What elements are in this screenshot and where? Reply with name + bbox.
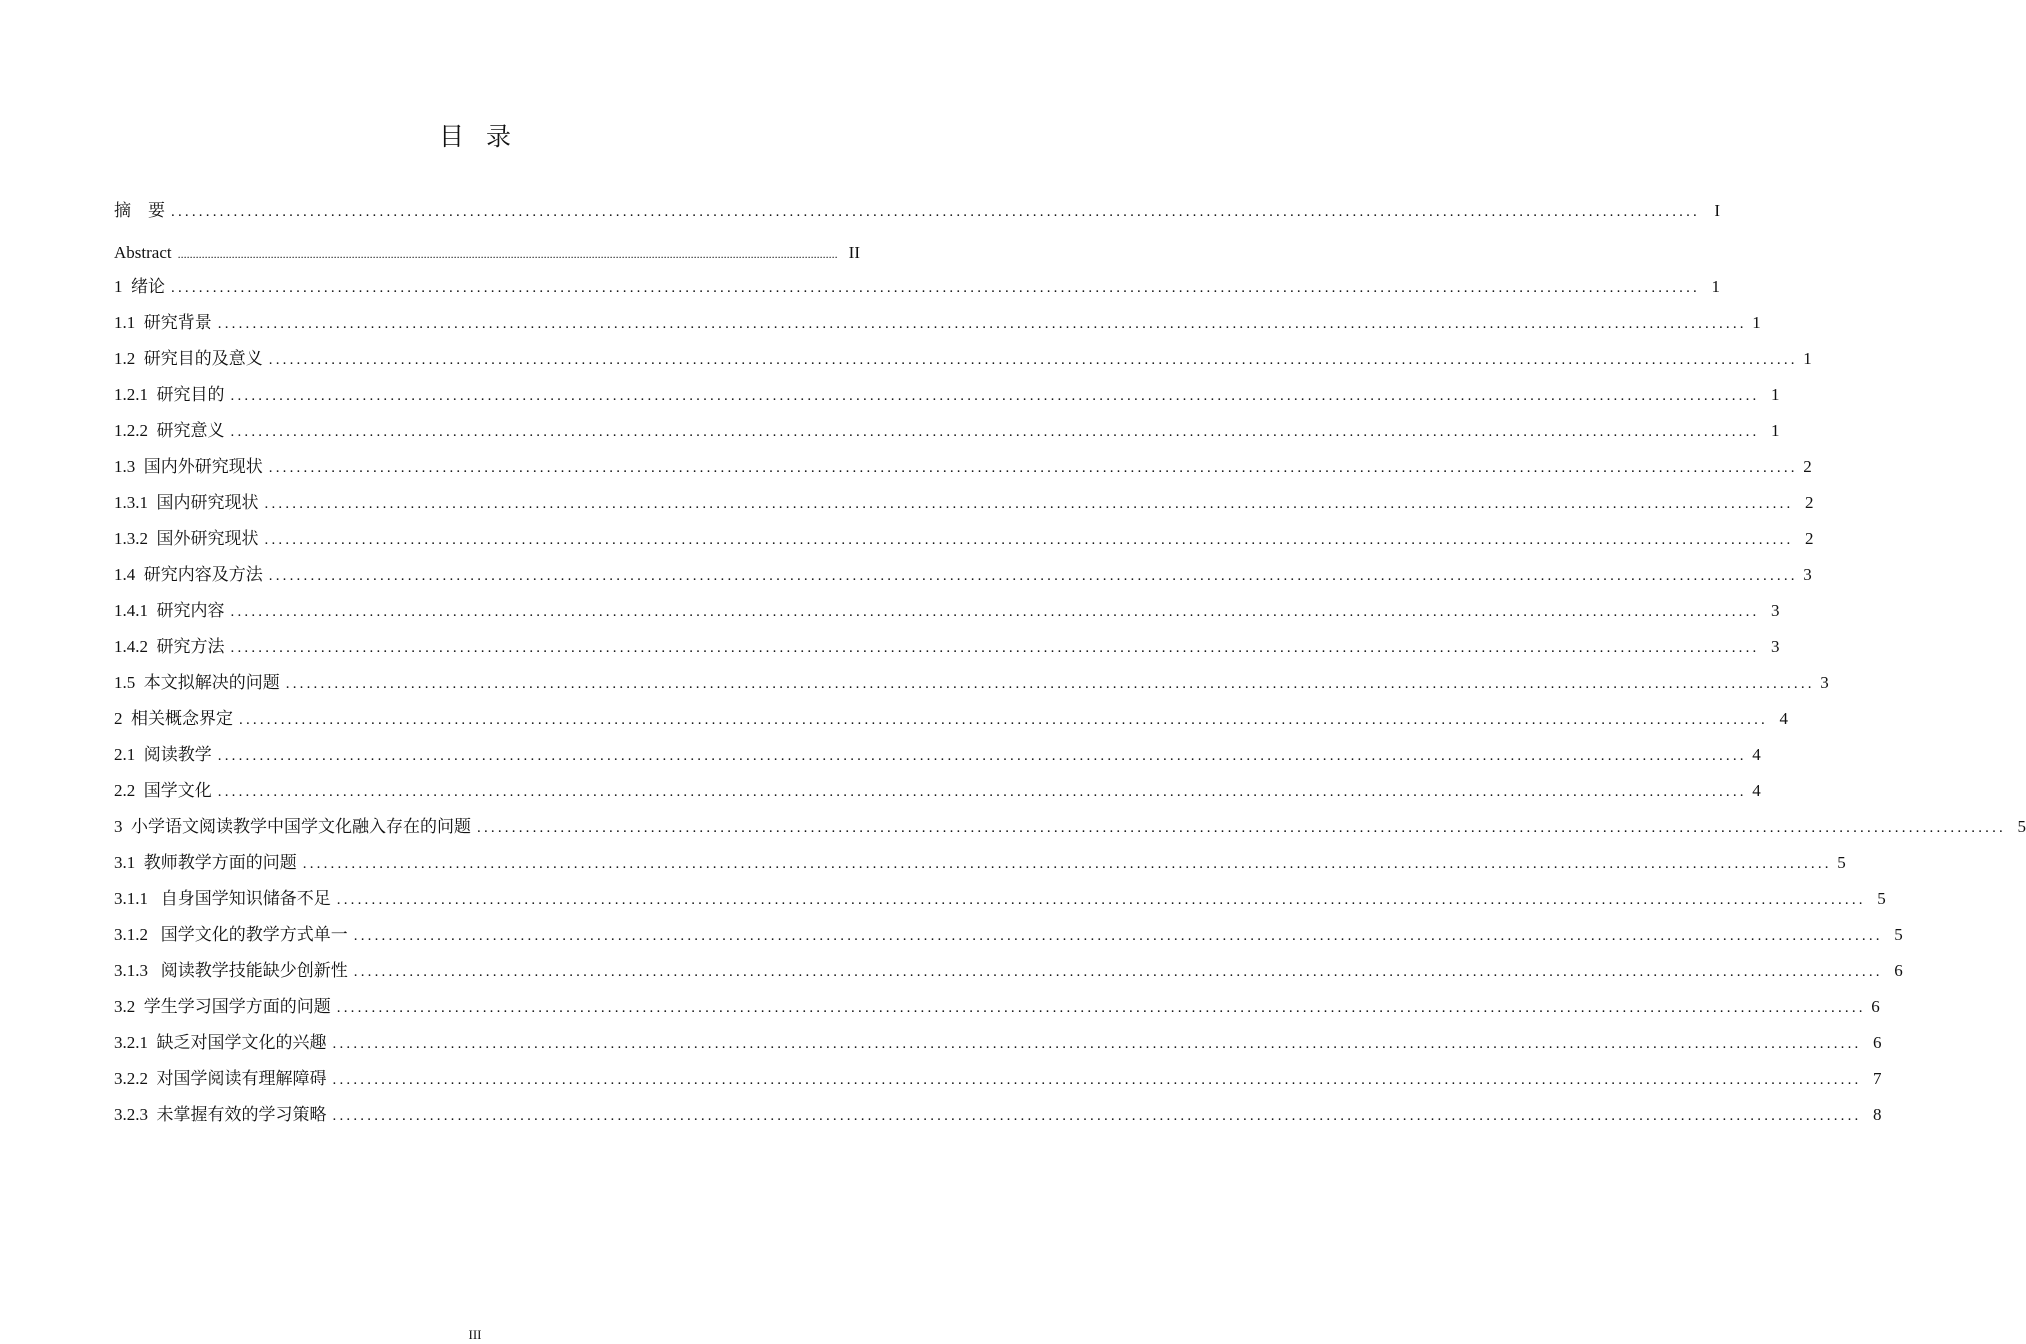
toc-entry-label: 3.1.3 阅读教学技能缺少创新性 — [114, 961, 348, 980]
toc-entry-page: 5 — [1877, 889, 1886, 908]
toc-dot-leader: ............................................................................................................................................................................................................................ — [332, 1036, 1862, 1052]
toc-entry-page: 2 — [1803, 457, 1812, 476]
toc-entry[interactable] — [114, 344, 1812, 374]
toc-entry[interactable] — [114, 776, 1761, 806]
toc-entry[interactable] — [114, 1064, 1882, 1094]
toc-entry-label: 1.3 国内外研究现状 — [114, 457, 263, 476]
toc-entry[interactable] — [114, 452, 1812, 482]
toc-entry-page: I — [1714, 201, 1720, 220]
toc-entry-page: 5 — [1894, 925, 1903, 944]
toc-entry-page: 3 — [1803, 565, 1812, 584]
toc-entry[interactable] — [114, 632, 1780, 662]
toc-entry[interactable] — [114, 488, 1814, 518]
toc-dot-leader: ............................................................................................................................................................................................................................ — [239, 712, 1768, 728]
toc-entry-label: 2.2 国学文化 — [114, 781, 212, 800]
toc-dot-leader: ............................................................................................................................................................................................................................ — [332, 1108, 1862, 1124]
toc-dot-leader: ............................................................................................................................................................................................................................ — [268, 568, 1798, 584]
toc-entry-page: 6 — [1871, 997, 1880, 1016]
toc-dot-leader: ............................................................................................................................................................................................................................ — [336, 1000, 1866, 1016]
toc-entry-page: 7 — [1873, 1069, 1882, 1088]
toc-entry[interactable] — [114, 1028, 1882, 1058]
toc-entry[interactable] — [114, 196, 1720, 226]
toc-entry-page: 1 — [1771, 421, 1780, 440]
toc-dot-leader: ............................................................................................................................................................................................................................ — [268, 460, 1798, 476]
toc-entry-page: 2 — [1805, 529, 1814, 548]
toc-entry-label: 1.3.1 国内研究现状 — [114, 493, 259, 512]
toc-entry[interactable] — [114, 272, 1720, 302]
toc-dot-leader: ............................................................................................................................................................................................................................ — [332, 1072, 1862, 1088]
toc-entry-label: 1.3.2 国外研究现状 — [114, 529, 259, 548]
toc-entry-page: 6 — [1894, 961, 1903, 980]
toc-entry-label: 2.1 阅读教学 — [114, 745, 212, 764]
toc-entry-label: 1.2.2 研究意义 — [114, 421, 225, 440]
toc-dot-leader: ............................................................................................................................................................................................................................ — [217, 316, 1747, 332]
toc-entry-label: 1.5 本文拟解决的问题 — [114, 673, 280, 692]
toc-dot-leader: ............................................................................................................................................................................................................................ — [477, 820, 2006, 836]
toc-dot-leader: ............................................................................................................................................................................................................................ — [353, 964, 1883, 980]
toc-entry[interactable] — [114, 416, 1780, 446]
toc-entry-label: 1.2 研究目的及意义 — [114, 349, 263, 368]
toc-entry[interactable] — [114, 956, 1903, 986]
toc-dot-leader: ............................................................................................................................................................................................................................ — [230, 388, 1760, 404]
toc-dot-leader: ............................................................................................................................................................................................................................ — [268, 352, 1798, 368]
toc-entry-page: 3 — [1771, 637, 1780, 656]
toc-entry-label: 1.2.1 研究目的 — [114, 385, 225, 404]
toc-entry[interactable] — [114, 668, 1829, 698]
toc-entry-page: 4 — [1779, 709, 1788, 728]
toc-entry[interactable] — [114, 380, 1780, 410]
toc-entry[interactable] — [114, 920, 1903, 950]
toc-dot-leader: ............................................................................................................................................................................................................................ — [353, 928, 1883, 944]
toc-entry-label: 1.4 研究内容及方法 — [114, 565, 263, 584]
toc-entry-page: 1 — [1752, 313, 1761, 332]
toc-entry[interactable] — [114, 812, 2026, 842]
toc-dot-leader: ............................................................................................................................................................................................................................ — [302, 856, 1832, 872]
toc-dot-leader: ............................................................................................................................................................................................................................ — [177, 247, 838, 261]
toc-entry-label: 1.4.2 研究方法 — [114, 637, 225, 656]
toc-entry-label: 3 小学语文阅读教学中国学文化融入存在的问题 — [114, 817, 471, 836]
toc-entry-label: 3.2.2 对国学阅读有理解障碍 — [114, 1069, 327, 1088]
toc-entry-page: II — [848, 243, 860, 262]
toc-entry[interactable] — [114, 596, 1780, 626]
toc-entry-page: 8 — [1873, 1105, 1882, 1124]
toc-entry-label: 3.2 学生学习国学方面的问题 — [114, 997, 331, 1016]
toc-dot-leader: ............................................................................................................................................................................................................................ — [264, 532, 1794, 548]
toc-entry-label: 1.1 研究背景 — [114, 313, 212, 332]
page-title: 目录 — [438, 124, 533, 151]
toc-entry-label: Abstract — [114, 243, 172, 262]
toc-dot-leader: ............................................................................................................................................................................................................................ — [217, 784, 1747, 800]
toc-entry-page: 6 — [1873, 1033, 1882, 1052]
toc-entry-label: 3.1 教师教学方面的问题 — [114, 853, 297, 872]
toc-entry-page: 3 — [1771, 601, 1780, 620]
toc-dot-leader: ............................................................................................................................................................................................................................ — [171, 204, 1700, 220]
toc-dot-leader: ............................................................................................................................................................................................................................ — [171, 280, 1700, 296]
toc-entry-label: 3.1.1 自身国学知识储备不足 — [114, 889, 331, 908]
toc-entry-page: 5 — [1837, 853, 1846, 872]
toc-entry[interactable] — [114, 848, 1846, 878]
toc-entry-label: 1.4.1 研究内容 — [114, 601, 225, 620]
toc-dot-leader: ............................................................................................................................................................................................................................ — [230, 424, 1760, 440]
toc-entry[interactable] — [114, 524, 1814, 554]
toc-entry-label: 3.2.1 缺乏对国学文化的兴趣 — [114, 1033, 327, 1052]
toc-entry-page: 4 — [1752, 745, 1761, 764]
toc-entry[interactable] — [114, 308, 1761, 338]
toc-entry-page: 4 — [1752, 781, 1761, 800]
toc-entry-page: 2 — [1805, 493, 1814, 512]
toc-entry[interactable] — [114, 992, 1880, 1022]
toc-dot-leader: ............................................................................................................................................................................................................................ — [336, 892, 1866, 908]
toc-dot-leader: ............................................................................................................................................................................................................................ — [230, 604, 1760, 620]
toc-entry[interactable] — [114, 238, 860, 268]
toc-entry[interactable] — [114, 1100, 1882, 1130]
toc-dot-leader: ............................................................................................................................................................................................................................ — [264, 496, 1794, 512]
toc-entry-page: 3 — [1820, 673, 1829, 692]
toc-entry-label: 3.2.3 未掌握有效的学习策略 — [114, 1105, 327, 1124]
page-number: III — [468, 1327, 482, 1342]
toc-entry[interactable] — [114, 704, 1788, 734]
toc-entry[interactable] — [114, 740, 1761, 770]
toc-entry-page: 1 — [1711, 277, 1720, 296]
toc-entry-label: 摘 要 — [114, 201, 165, 220]
toc-entry-page: 1 — [1803, 349, 1812, 368]
toc-entry-label: 1 绪论 — [114, 277, 165, 296]
toc-entry-label: 3.1.2 国学文化的教学方式单一 — [114, 925, 348, 944]
toc-entry[interactable] — [114, 884, 1886, 914]
toc-dot-leader: ............................................................................................................................................................................................................................ — [285, 676, 1815, 692]
toc-entry-label: 2 相关概念界定 — [114, 709, 233, 728]
toc-entry-page: 1 — [1771, 385, 1780, 404]
toc-dot-leader: ............................................................................................................................................................................................................................ — [230, 640, 1760, 656]
toc-dot-leader: ............................................................................................................................................................................................................................ — [217, 748, 1747, 764]
toc-entry[interactable] — [114, 560, 1812, 590]
toc-entry-page: 5 — [2017, 817, 2026, 836]
